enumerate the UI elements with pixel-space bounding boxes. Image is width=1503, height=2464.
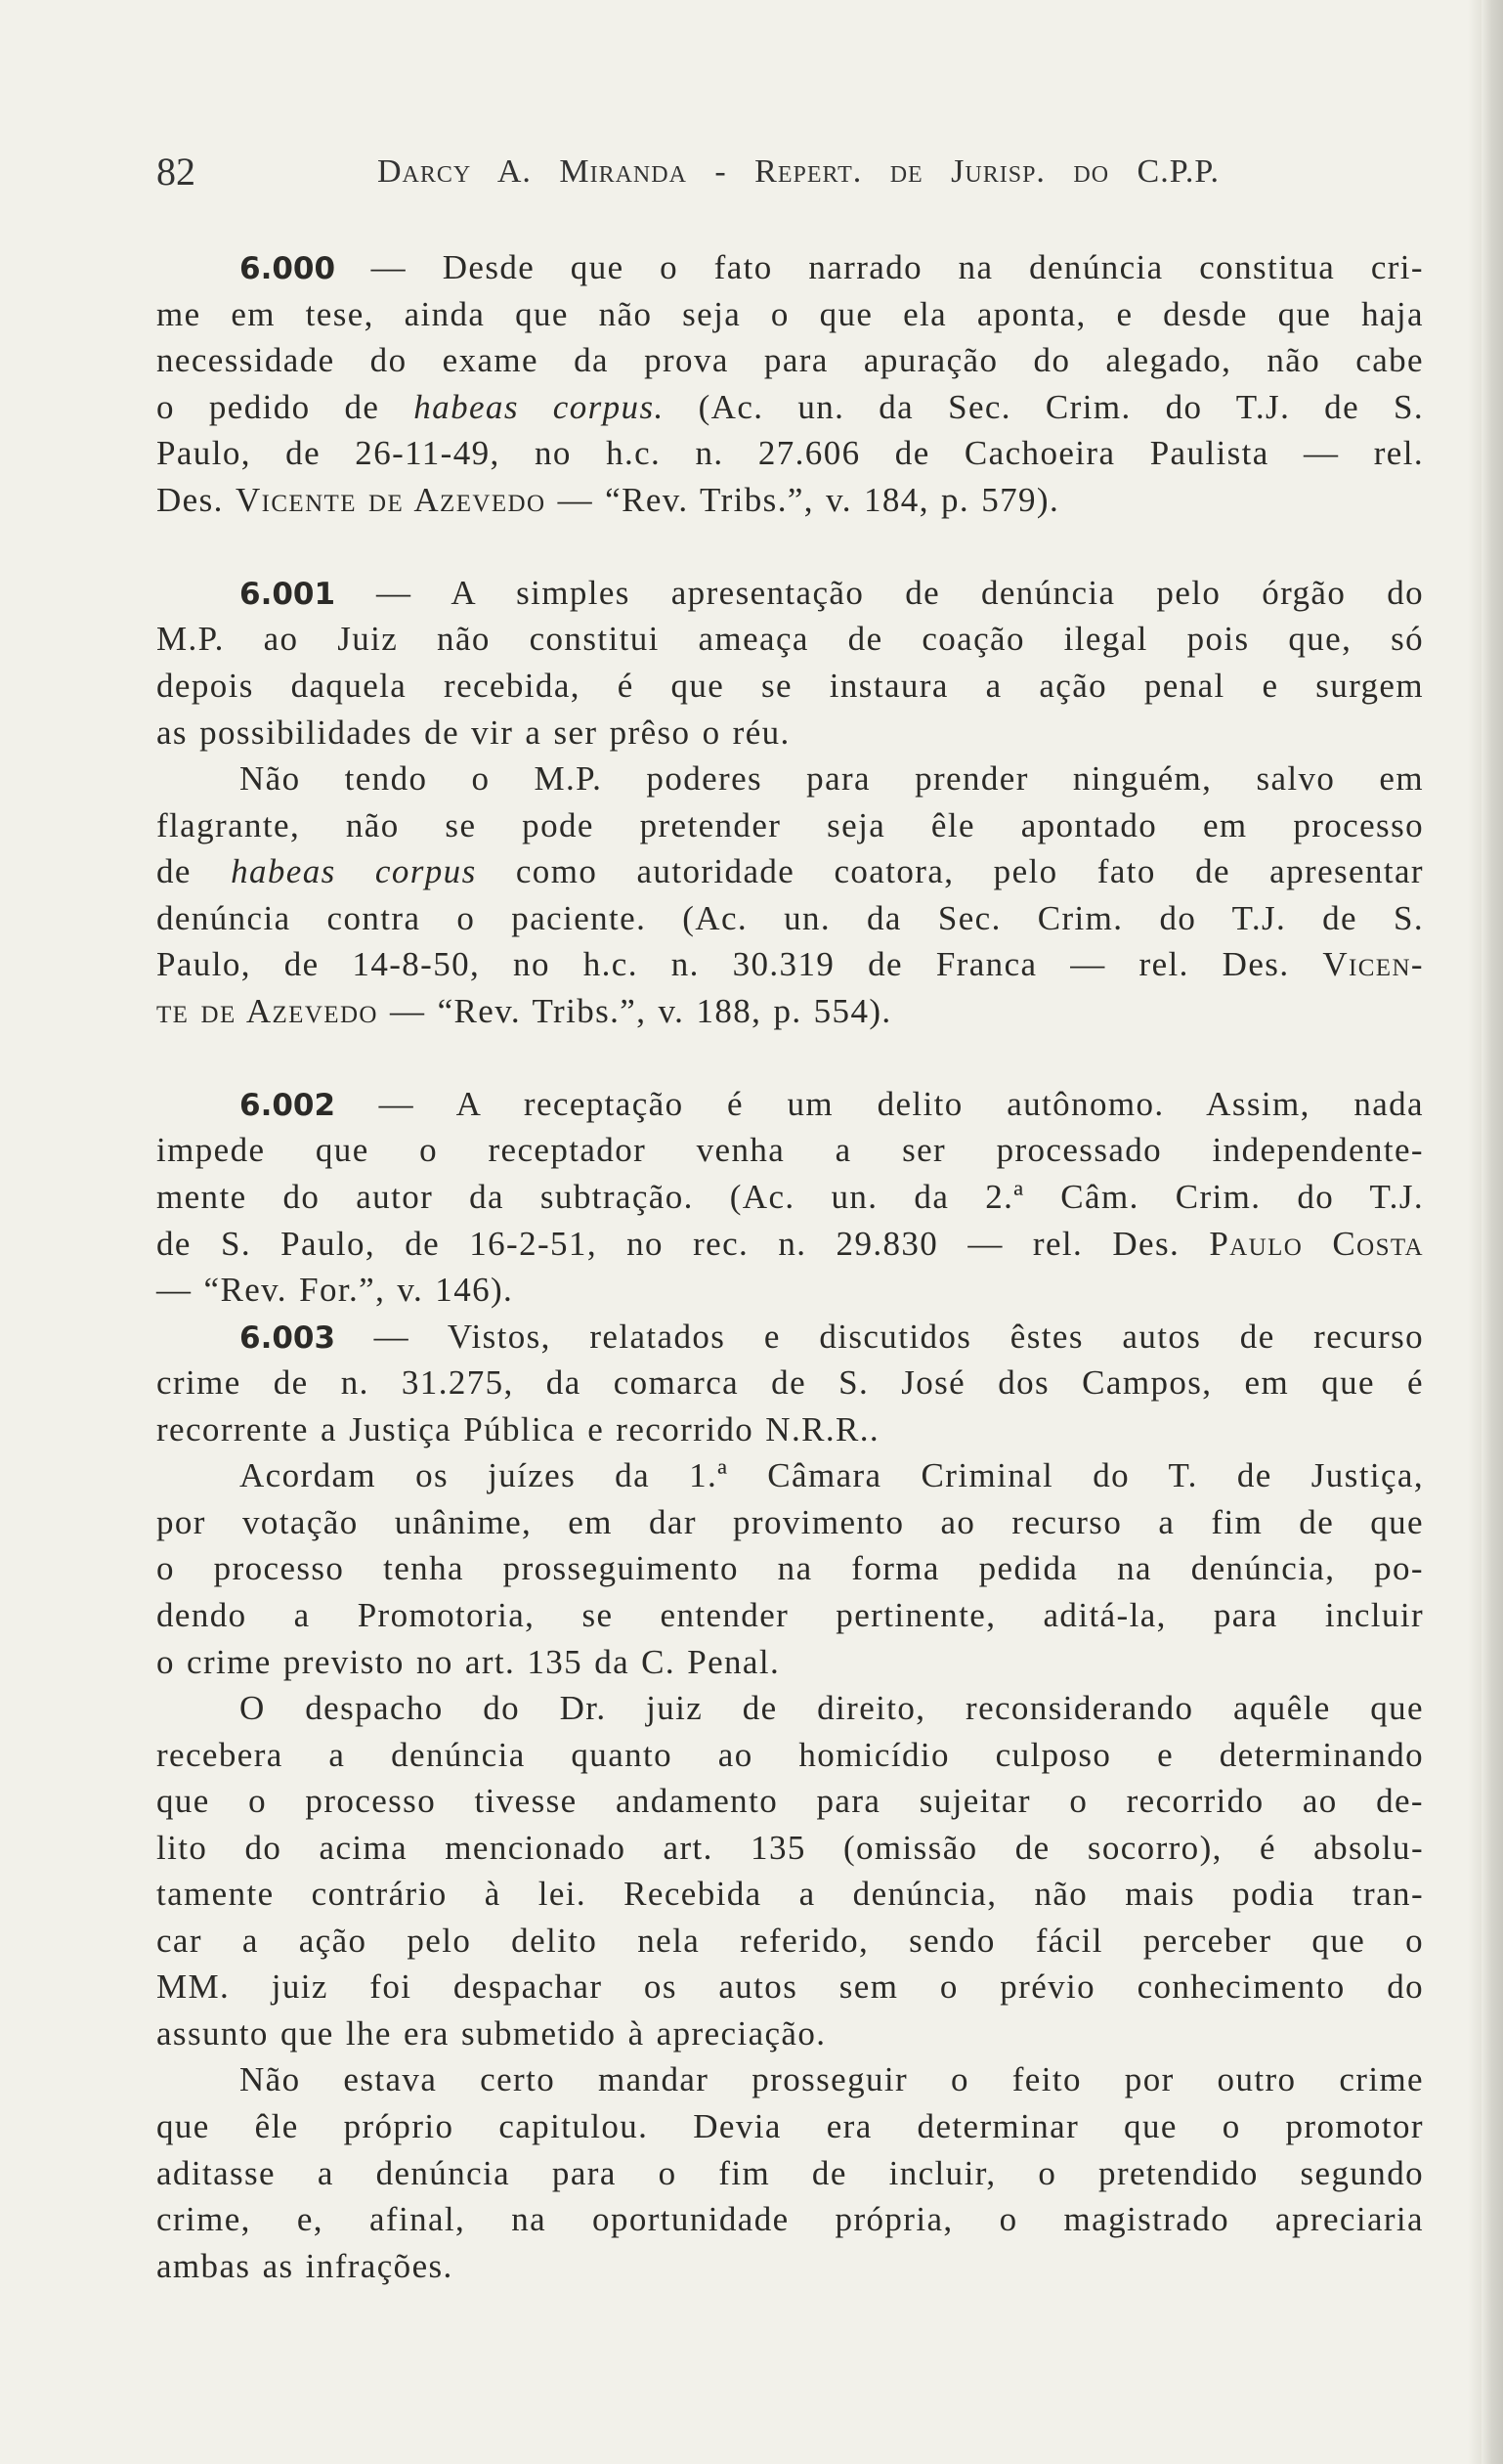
italic-term: habeas corpus.: [413, 387, 665, 426]
text-line: [156, 2243, 1424, 2290]
judge-name: Vicen-: [1322, 945, 1424, 984]
text-run: denúncia contra o paciente. (Ac. un. da Sec. Crim. do T.J. de S.: [156, 898, 1424, 937]
text-line: [156, 1221, 1424, 1268]
text-run: que êle próprio capitulou. Devia era determinar que o promotor: [156, 2107, 1424, 2145]
text-run: por votação unânime, em dar provimento ao recurso a fim de que: [156, 1502, 1424, 1541]
text-line: [239, 1452, 1424, 1499]
entry-number: 6.003: [239, 1319, 336, 1356]
page-number: 82: [156, 150, 195, 194]
text-line: [156, 337, 1424, 384]
text-run: — “Rev. For.”, v. 146).: [156, 1271, 514, 1310]
text-line: [156, 1174, 1424, 1221]
text-line: [156, 1732, 1424, 1779]
text-run: car a ação pelo delito nela referido, sendo fácil perceber que o: [156, 1921, 1424, 1960]
text-run: dendo a Promotoria, se entender pertinente, aditá-la, para incluir: [156, 1595, 1424, 1634]
text-line: [156, 384, 1424, 431]
text-run: crime, e, afinal, na oportunidade própria, o magistrado apreciaria: [156, 2200, 1424, 2239]
text-run: como autoridade coatora, pelo fato de apresentar: [476, 852, 1424, 891]
text-line: [156, 1545, 1424, 1592]
text-run: — A simples apresentação de denúncia pelo órgão do: [335, 573, 1424, 612]
text-run: Des.: [156, 480, 236, 519]
text-run: ambas as infrações.: [156, 2246, 453, 2285]
judge-name: Vicente de Azevedo: [235, 480, 546, 519]
text-run: MM. juiz foi despachar os autos sem o prévio conhecimento do: [156, 1967, 1424, 2007]
text-run: de: [156, 852, 232, 891]
text-line: [156, 1267, 1424, 1314]
text-line: [239, 2056, 1424, 2103]
text-line: [156, 1778, 1424, 1825]
judge-name: Paulo Costa: [1209, 1224, 1425, 1263]
text-run: recebera a denúncia quanto ao homicídio culposo e determinando: [156, 1735, 1424, 1774]
text-run: me em tese, ainda que não seja o que ela aponta, e desde que haja: [156, 294, 1424, 333]
text-line: [156, 2103, 1424, 2150]
text-line: [156, 1499, 1424, 1546]
text-run: assunto que lhe era submetido à apreciação.: [156, 2013, 827, 2053]
text-line: [156, 663, 1424, 710]
text-run: M.P. ao Juiz não constitui ameaça de coação ilegal pois que, só: [156, 620, 1424, 659]
text-run: Paulo, de 26-11-49, no h.c. n. 27.606 de Cachoeira Paulista — rel.: [156, 434, 1424, 473]
text-run: impede que o receptador venha a ser processado independente-: [156, 1131, 1424, 1170]
text-run: — Desde que o fato narrado na denúncia constitua cri-: [335, 248, 1424, 286]
judge-name: te de Azevedo: [156, 991, 378, 1030]
text-run: lito do acima mencionado art. 135 (omissão de socorro), é absolu-: [156, 1828, 1424, 1867]
text-line: [156, 2150, 1424, 2197]
text-line: [156, 895, 1424, 942]
text-line: [156, 941, 1424, 988]
text-run: flagrante, não se pode pretender seja êle apontado em processo: [156, 805, 1424, 844]
binding-shadow-inner: [1468, 0, 1482, 2464]
entry-number: 6.000: [239, 251, 336, 286]
text-run: depois daquela recebida, é que se instaura a ação penal e surgem: [156, 666, 1424, 705]
text-run: necessidade do exame da prova para apuração do alegado, não cabe: [156, 341, 1424, 380]
text-line: [156, 430, 1424, 477]
text-run: O despacho do Dr. juiz de direito, reconsiderando aquêle que: [239, 1689, 1424, 1728]
text-run: Paulo, de 14-8-50, no h.c. n. 30.319 de Franca — rel. Des.: [156, 945, 1323, 984]
text-run: aditasse a denúncia para o fim de incluir, o pretendido segundo: [156, 2153, 1424, 2192]
text-run: o crime previsto no art. 135 da C. Penal.: [156, 1642, 781, 1681]
text-line: [239, 570, 1424, 617]
text-line: [239, 1685, 1424, 1732]
text-run: — A receptação é um delito autônomo. Assim, nada: [335, 1084, 1424, 1123]
text-run: mente do autor da subtração. (Ac. un. da 2.ª Câm. Crim. do T.J.: [156, 1178, 1424, 1216]
text-line: [156, 802, 1424, 849]
text-line: [156, 1127, 1424, 1174]
text-run: as possibilidades de vir a ser prêso o réu.: [156, 713, 791, 752]
text-line: [156, 1592, 1424, 1639]
text-line: [156, 477, 1424, 524]
text-line: [156, 616, 1424, 663]
text-line: [239, 244, 1424, 291]
text-line: [156, 2010, 1424, 2057]
text-line: [156, 1360, 1424, 1406]
text-run: Não tendo o M.P. poderes para prender ninguém, salvo em: [239, 759, 1424, 799]
text-line: [239, 1314, 1424, 1361]
text-line: [156, 1639, 1424, 1686]
binding-shadow: [1482, 0, 1503, 2464]
text-run: — “Rev. Tribs.”, v. 188, p. 554).: [377, 991, 892, 1030]
text-line: [156, 1964, 1424, 2010]
text-run: de S. Paulo, de 16-2-51, no rec. n. 29.830 — rel. Des.: [156, 1224, 1210, 1263]
italic-term: habeas corpus: [231, 852, 477, 891]
text-run: que o processo tivesse andamento para sujeitar o recorrido ao de-: [156, 1782, 1424, 1821]
text-run: crime de n. 31.275, da comarca de S. José dos Campos, em que é: [156, 1363, 1424, 1403]
text-line: [156, 848, 1424, 895]
text-line: [156, 988, 1424, 1035]
entry-number: 6.001: [239, 576, 336, 612]
text-run: — “Rev. Tribs.”, v. 184, p. 579).: [545, 480, 1060, 519]
text-line: [156, 2196, 1424, 2243]
text-line: [239, 756, 1424, 802]
text-run: (Ac. un. da Sec. Crim. do T.J. de S.: [664, 387, 1424, 426]
entry-number: 6.002: [239, 1087, 336, 1123]
text-line: [156, 1871, 1424, 1918]
text-run: o processo tenha prosseguimento na forma pedida na denúncia, po-: [156, 1549, 1424, 1588]
text-run: o pedido de: [156, 387, 414, 426]
text-line: [156, 291, 1424, 338]
text-run: Não estava certo mandar prosseguir o feito por outro crime: [239, 2060, 1424, 2099]
text-line: [156, 1825, 1424, 1872]
text-run: Acordam os juízes da 1.ª Câmara Criminal do T. de Justiça,: [239, 1456, 1424, 1495]
text-line: [156, 710, 1424, 756]
text-run: — Vistos, relatados e discutidos êstes autos de recurso: [335, 1317, 1424, 1356]
text-line: [156, 1918, 1424, 1965]
page-header: [0, 147, 1503, 197]
text-run: recorrente a Justiça Pública e recorrido N.R.R..: [156, 1409, 880, 1448]
text-line: [239, 1081, 1424, 1128]
running-head: Darcy A. Miranda - Repert. de Jurisp. do C.P.P.: [377, 153, 1220, 190]
text-line: [156, 1406, 1424, 1453]
text-run: tamente contrário à lei. Recebida a denúncia, não mais podia tran-: [156, 1875, 1424, 1914]
